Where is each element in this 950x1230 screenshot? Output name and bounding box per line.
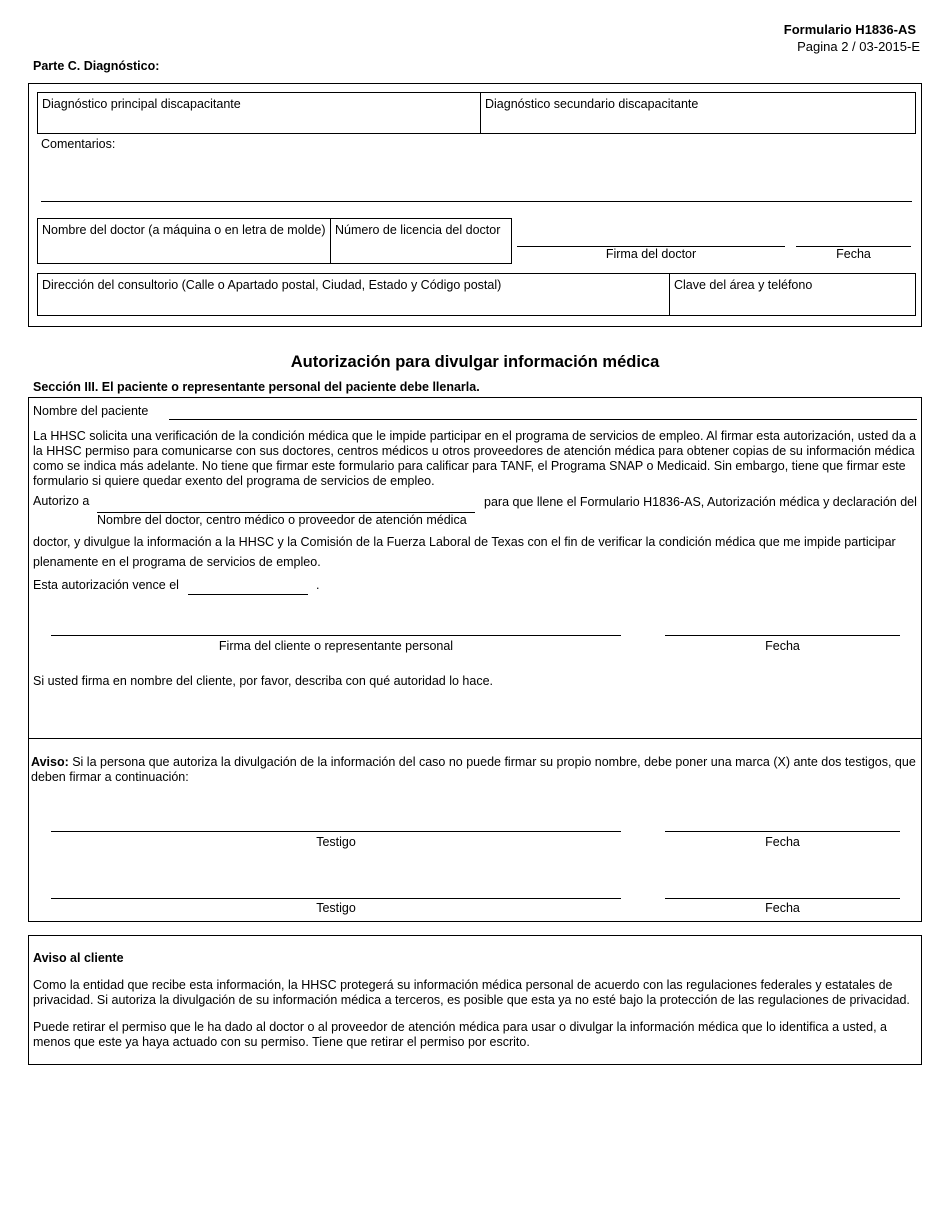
witness-2-date-line[interactable]	[665, 898, 900, 899]
license-field[interactable]	[330, 218, 512, 264]
secondary-diagnosis-field[interactable]	[480, 92, 916, 134]
doctor-date-label: Fecha	[836, 247, 871, 261]
witness-1-line[interactable]	[51, 831, 621, 832]
patient-name-line[interactable]	[169, 419, 917, 420]
part-c-box	[28, 83, 922, 327]
office-address-field[interactable]	[37, 273, 670, 316]
client-notice-paragraph-2: Puede retirar el permiso que le ha dado al doctor o al proveedor de atención médica para usar o divulgar la información médica que lo identifica a usted, a menos que este ya haya actuado con su permiso. Tiene que retirar el permiso por escrito.	[33, 1020, 887, 1049]
form-title: Formulario H1836-AS	[783, 22, 916, 37]
witness-1-date-line[interactable]	[665, 831, 900, 832]
witness-2-date-label: Fecha	[765, 901, 800, 915]
client-signature-label: Firma del cliente o representante personal	[218, 639, 454, 653]
expires-label: Esta autorización vence el	[33, 578, 179, 592]
doctor-name-label: Nombre del doctor (a máquina o en letra de molde)	[42, 223, 326, 237]
authorize-prefix: Autorizo a	[33, 494, 90, 508]
expires-period: .	[316, 578, 320, 592]
authorize-suffix: para que llene el Formulario H1836-AS, Autorización médica y declaración del	[484, 495, 917, 509]
expires-date-line[interactable]	[188, 594, 308, 595]
client-notice-box	[28, 935, 922, 1065]
authority-question: Si usted firma en nombre del cliente, por favor, describa con qué autoridad lo hace.	[33, 674, 493, 688]
comments-line[interactable]	[41, 201, 912, 202]
client-date-label: Fecha	[765, 639, 800, 653]
patient-name-label: Nombre del paciente	[33, 404, 149, 418]
comments-label: Comentarios:	[41, 137, 116, 151]
section-iii-box	[28, 397, 922, 922]
page-info: Pagina 2 / 03-2015-E	[797, 39, 920, 54]
witness-2-label: Testigo	[316, 901, 356, 915]
phone-field[interactable]	[669, 273, 916, 316]
primary-diagnosis-field[interactable]	[37, 92, 481, 134]
witness-2-line[interactable]	[51, 898, 621, 899]
client-date-line[interactable]	[665, 635, 900, 636]
authorize-continuation: doctor, y divulgue la información a la HHSC y la Comisión de la Fuerza Laboral de Texas con el fin de verificar la condición médica que me impide participar plenamente en el programa de servicios de empleo.	[33, 535, 896, 569]
office-address-label: Dirección del consultorio (Calle o Apartado postal, Ciudad, Estado y Código postal)	[42, 278, 502, 292]
client-signature-line[interactable]	[51, 635, 621, 636]
license-label: Número de licencia del doctor	[335, 223, 501, 237]
witness-1-label: Testigo	[316, 835, 356, 849]
notice-text: Si la persona que autoriza la divulgación de la información del caso no puede firmar su propio nombre, debe poner una marca (X) ante dos testigos, que deben firmar a continuación:	[31, 755, 916, 784]
intro-paragraph: La HHSC solicita una verificación de la condición médica que le impide participar en el programa de servicios de empleo. Al firmar esta autorización, usted da a la HHSC permiso para comunicarse con sus doctores, centros médicos u otros proveedores de atención médica para obtener copias de su información médica como se indica más adelante. No tiene que firmar este formulario para calificar para TANF, el Programa SNAP o Medicaid. Sin embargo, tiene que firmar este formulario si quiere quedar exento del programa de servicios de empleo.	[33, 429, 917, 488]
client-notice-paragraph-1: Como la entidad que recibe esta información, la HHSC protegerá su información médica personal de acuerdo con las regulaciones federales y estatales de privacidad. Si autoriza la divulgación de su información médica a terceros, es posible que esta ya no esté bajo la protección de las regulaciones de privacidad.	[33, 978, 910, 1007]
authority-line[interactable]	[29, 738, 921, 739]
notice-paragraph	[31, 755, 917, 785]
primary-diagnosis-label: Diagnóstico principal discapacitante	[42, 97, 241, 111]
client-notice-title: Aviso al cliente	[33, 951, 124, 965]
section-iii-heading: Sección III. El paciente o representante personal del paciente debe llenarla.	[33, 380, 480, 394]
doctor-name-field[interactable]	[37, 218, 331, 264]
phone-label: Clave del área y teléfono	[674, 278, 813, 292]
doctor-signature-label: Firma del doctor	[605, 247, 697, 261]
notice-label: Aviso:	[31, 755, 69, 769]
authorization-title: Autorización para divulgar información médica	[290, 353, 660, 371]
secondary-diagnosis-label: Diagnóstico secundario discapacitante	[485, 97, 699, 111]
witness-1-date-label: Fecha	[765, 835, 800, 849]
provider-caption: Nombre del doctor, centro médico o proveedor de atención médica	[97, 513, 467, 527]
part-c-title: Parte C. Diagnóstico:	[33, 59, 160, 73]
